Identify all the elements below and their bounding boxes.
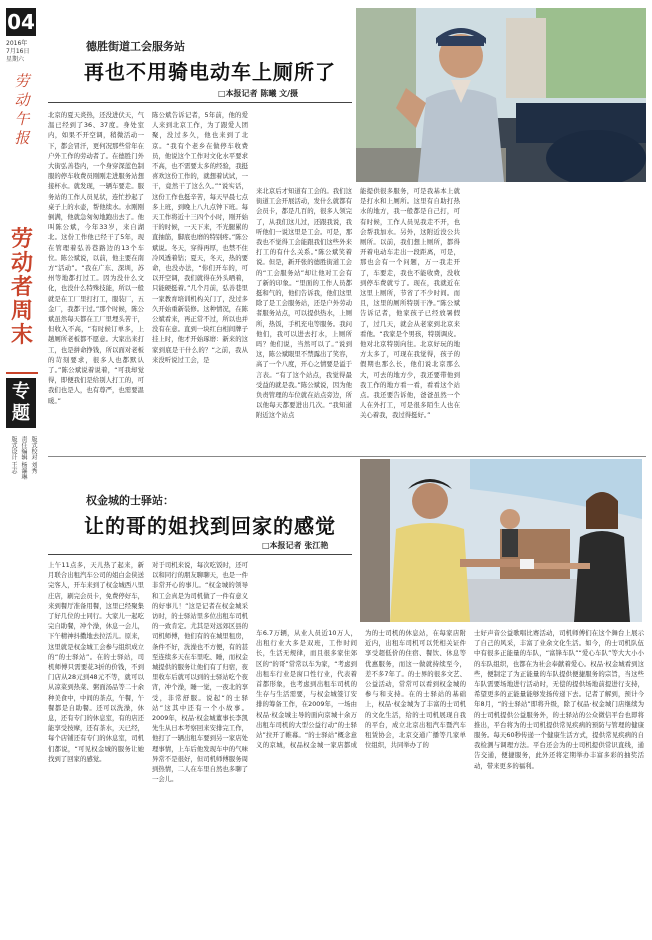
article1-rule [48, 102, 352, 103]
article1-column-2: 陈公斌告诉记者，5年前，他的爱人来到北京工作，为了跟爱人团聚，没过多久，他也来到了北京。“我有个老乡在做停车收费员，他说这个工作对文化水平要求不高，也不需要太多的经验，我挺喜欢这份工作的，就想着试试，一干，竟然干了这么久。”“说实话，这份工作也挺辛苦，每天早晨七点多上班，到晚上八九点钟下班。每天工作将近十三四个小时，刚开始干的时候，一天下来，不光腿累的直抽筋，脚底也磨的特别疼。”陈公斌说。冬天，穿得再厚，也禁不住冷风透着钻；夏天，冬天，热的要命，也没办法，“你们开车的，可以开空调，我们就得在外头晒着，只能硬挺着。”几个月前，弘善巷里一家教育培训机构关门了，没过多久开始重新装修。这种情况，在陈公斌看来，再正常不过，所以也并没有在意。直到一块红白相间牌子挂上时，他才开始琢磨：新来的这家到底是干什么的？“之前，我从来没听说过工会，是 [152, 111, 248, 364]
article1-headline: 再也不用骑电动车上厕所了 [84, 60, 336, 84]
article1-column-1: 北京的夏天炎热，还没进伏天，气温已经到了36、37度。身处室内，如果不开空调，稍微活动一下，都会冒汗，更何况那些常年在户外工作的劳动者了。在德胜门外大街弘善巷内，一个身穿深蓝色制服的停车收费员刚刚走进服务站想接杯水。就发现，一辆车要走。服务站的工作人员见状，连忙抄起了桌子上的水壶，帮他续水。水刚刚倒满，他就急匆匆地跑出去了。他叫陈公斌，今年33岁，来自湖北。这份工作他已经干了5年，现在管理着弘善巷路边的13个车位。陈公斌说，以前，他主要在南方“活动”。“我在广东、深圳，苏州等地都打过工。因为没什么文化，也没什么特殊技能，所以一般就是在工厂里打打工，服装厂，五金厂，我都干过。”那个时候，陈公斌虽然每天都在工厂里埋头苦干，但收入不高，“有时候订单多，上趟厕所老板都不愿意。大家出来打工，也是拼命挣钱，所以面对老板的苛刻要求，很多人也都默认了。”陈公斌说着说着，“可我却觉得，即便我们是给别人打工的，可我们也是人，也有尊严，也需要温暖。” [48, 111, 144, 405]
svg-text:午: 午 [14, 110, 30, 128]
page-number: 04 [7, 10, 35, 34]
credit-editor: 责任编辑 杨瀑琳 [20, 436, 27, 480]
article1-column-3: 来北京后才知道有工会的。我们这街道工会开展活动，发什么就都有会员卡，都是几百的，很多人领完了，从我们这儿过，还跟我说，我听他们一说这里是工会。可是，那我也不觉得工会能跟我们这些外来打工的有什么关系。”陈公斌笑着说。但是，新开张的德胜街道工会的“工会服务站”却让他对工会有了新的印象。“里面的工作人员都挺和气的，他们告诉我，他们这里除了是工会服务站，还是户外劳动者服务站点，可以提供热水，上厕所，热饭，手机充电等服务。我问他们，我可以进去打水，上厕所吗？他们说，当然可以了。”说到这，陈公斌眼里不禁露出了笑容，高了一个八度，开心之情要是溢于言表。“有了这个站点，我觉得最受益的就是我。”陈公斌说，因为他负责管理的车位就在站点旁边，所以他每天都要进出几次。“我知道附近这个站点 [256, 187, 352, 420]
article2-rule [48, 554, 352, 555]
section-title: 劳动者周末 [10, 227, 33, 348]
article2-byline: □本报记者 张江艳 [262, 541, 329, 550]
article2-column-4: 士好声音公益歌唱比赛活动，司机师傅们在这个舞台上展示了自己的风采，丰富了业余文化生活。如今，的士司机队伍中有很多正能量的车队，“富锋车队”“爱心车队”等大大小小的车队组织，也都在为社会奉献着爱心。权品·权金城看到这些，便制定了为正能量的车队提供便捷服务的宗旨，当这些车队需要场地进行活动时，无偿的提供场地前提进行支持，希望更多的正能量能够发扬传递下去。记者了解到，预计今年8月，“的士驿站”即将升级，除了权品·权金城门店继续为的士司机提供公益服务外，的士驿站的公众微信平台也即将推出，平台将为的士司机提供常见疾病的预防与管理的健康服务。每天60秒传递一个健康生活方式，提供常见疾病的自我检测与调理方法。平台还会为的士司机提供常识直线，通告交通，便捷服务，此外还将定期举办丰富多彩的抽奖活动，带来更多的福利。 [474, 629, 644, 770]
newspaper-logo [6, 68, 38, 146]
svg-text:报: 报 [14, 129, 30, 146]
article-separator [48, 456, 646, 457]
article2-column-3: 车6.7万辆，从业人员近10万人，出租行业大多是双班，工作时间长，生活无规律，而且很多家住郊区的“的哥”常常以车为家，“考虑到出租车行业是窗口性行业，代表着首都形象，也考虑到出租车司机的生存与生活需要，与权金城签订安排的筹备工作，在2009年，一场由权品·权金城主导的面向京城十余万出租车司机的大型公益行动“的士驿站”拉开了帷幕。“的士驿站”概念意义的京城，权品权金城一家店都成为的士司机的休息站，在每家店附近内，出租车司机可以凭相关证件享受超低价的住宿、餐饮、休息等优惠服务，而这一做就持续至今，差不多7年了。的士界的很多文艺、公益活动，常常可以看到权金城的参与和支持。在的士驿站的基础上，权品·权金城为了丰富的士司机的文化生活，给的士司机展现自我的平台，成立北京出租汽车暨汽车租赁协会，北京交通广播等几家单位组织，共同举办了的 [256, 629, 466, 750]
article2-column-1: 上午11点多，天儿热了起来，新月联合出租汽车公司的姐白金侠送完客人，开车来到了权金城西八里庄店，刷完会员卡，免费停好车，来到餐厅准备用餐，这里已经聚集了好几位的士同行。大家儿一起吃完自助餐，冲个澡，休息一会儿，下午精神抖擞地去拉活儿。原来，这里就是权金城工会参与组织成立的“的士驿站”。在的士驿站，司机师傅只需要花3折的价钱，不到门店从28元到48元不等，就可以从凉菜到热菜、粥面汤品等二十余种美食中，中间的茶点，午餐，午餐都是自助餐。还可以洗澡，休息，还有专门的休息室，有的店还能享受按摩，还有茶水，天已经，每个店铺还有专门的休息室，司机们都说，“可见权金城的服务让她找到了回家的感觉。 [48, 561, 144, 763]
section-subtitle: 专题 [6, 378, 36, 428]
date-year: 2016年 [6, 40, 28, 47]
svg-text:劳: 劳 [14, 72, 30, 90]
article2-headline: 让的哥的姐找到回家的感觉 [84, 514, 336, 538]
credit-designer: 版式设计 王志 [10, 436, 17, 474]
article2-kicker: 权金城的士驿站： [86, 494, 174, 507]
svg-text:动: 动 [14, 91, 30, 109]
section-divider [6, 372, 38, 374]
article1-column-4: 能提供很多服务，可是我基本上就是打水和上厕所。这里有自助打热水的地方，我一般都是自己打，可有时候，工作人员见我走不开，也会帮我加水。另外，这附近没公共厕所。以前，我们想上厕所，都得开着电动车走出一段距离，可是，那也会有一个问题，万一我走开了，车要走，我也不能收费，没收到停车费就亏了。现在，我就近在这里上厕所，节省了不少时间。而且，这里的厕所特别干净。”陈公斌告诉记者，他家孩子已经放暑假了，过几天，就会从老家到北京来看他。“我家是个男孩，特别调皮。他对北京特别向往。北京好玩的地方太多了，可现在我觉得，孩子的假期也那么长，他们说北京那么大，可去的地方少，我还要带他到我工作的地方看一看，看看这个站点。我还要告诉他，爸爸虽然一个人在外打工，可是很多陌生人也在关心着我，我过得挺好。” [360, 187, 460, 420]
date-weekday: 星期六 [6, 56, 25, 63]
article1-kicker: 德胜街道工会服务站 [86, 40, 185, 53]
article2-column-2: 对于司机来说，每次吃饭时，还可以和同行的朋友聊聊天，也是一件非常开心的事儿。“权金城的领导和工会真是为司机做了一件有意义的好事儿！”这是记者在权金城采访时，的士驿站里多位出租车司机的一致肯定。尤其是对远郊区县的司机师傅，他们有的在城里租房，条件不好，洗澡也不方便，有的甚至连续多天在车里吃、睡，而权金城提供的服务让他们有了归宿，夜里收车后就可以到的士驿站吃个夜宵，冲个澡，睡一觉，一夜北的享受，非常舒服。说起“的士驿站”这其中还有一个小故事。2009年，权品·权金城董事长李凯先生从日本考察回来安排完工作，他打了一辆出租车要到另一家店处理事情，上车后他发现车中的气味异常不是很好，但司机师傅服务周到热情，二人在车里自然也多聊了一会儿。 [152, 561, 248, 784]
credit-proofread: 版式校对 刘秀 [30, 436, 37, 474]
article1-byline: □本报记者 陈曦 文/摄 [218, 89, 299, 98]
parking-attendant-photo [356, 8, 646, 182]
taxi-station-photo [360, 459, 642, 622]
date-day: 7月16日 [6, 48, 30, 55]
